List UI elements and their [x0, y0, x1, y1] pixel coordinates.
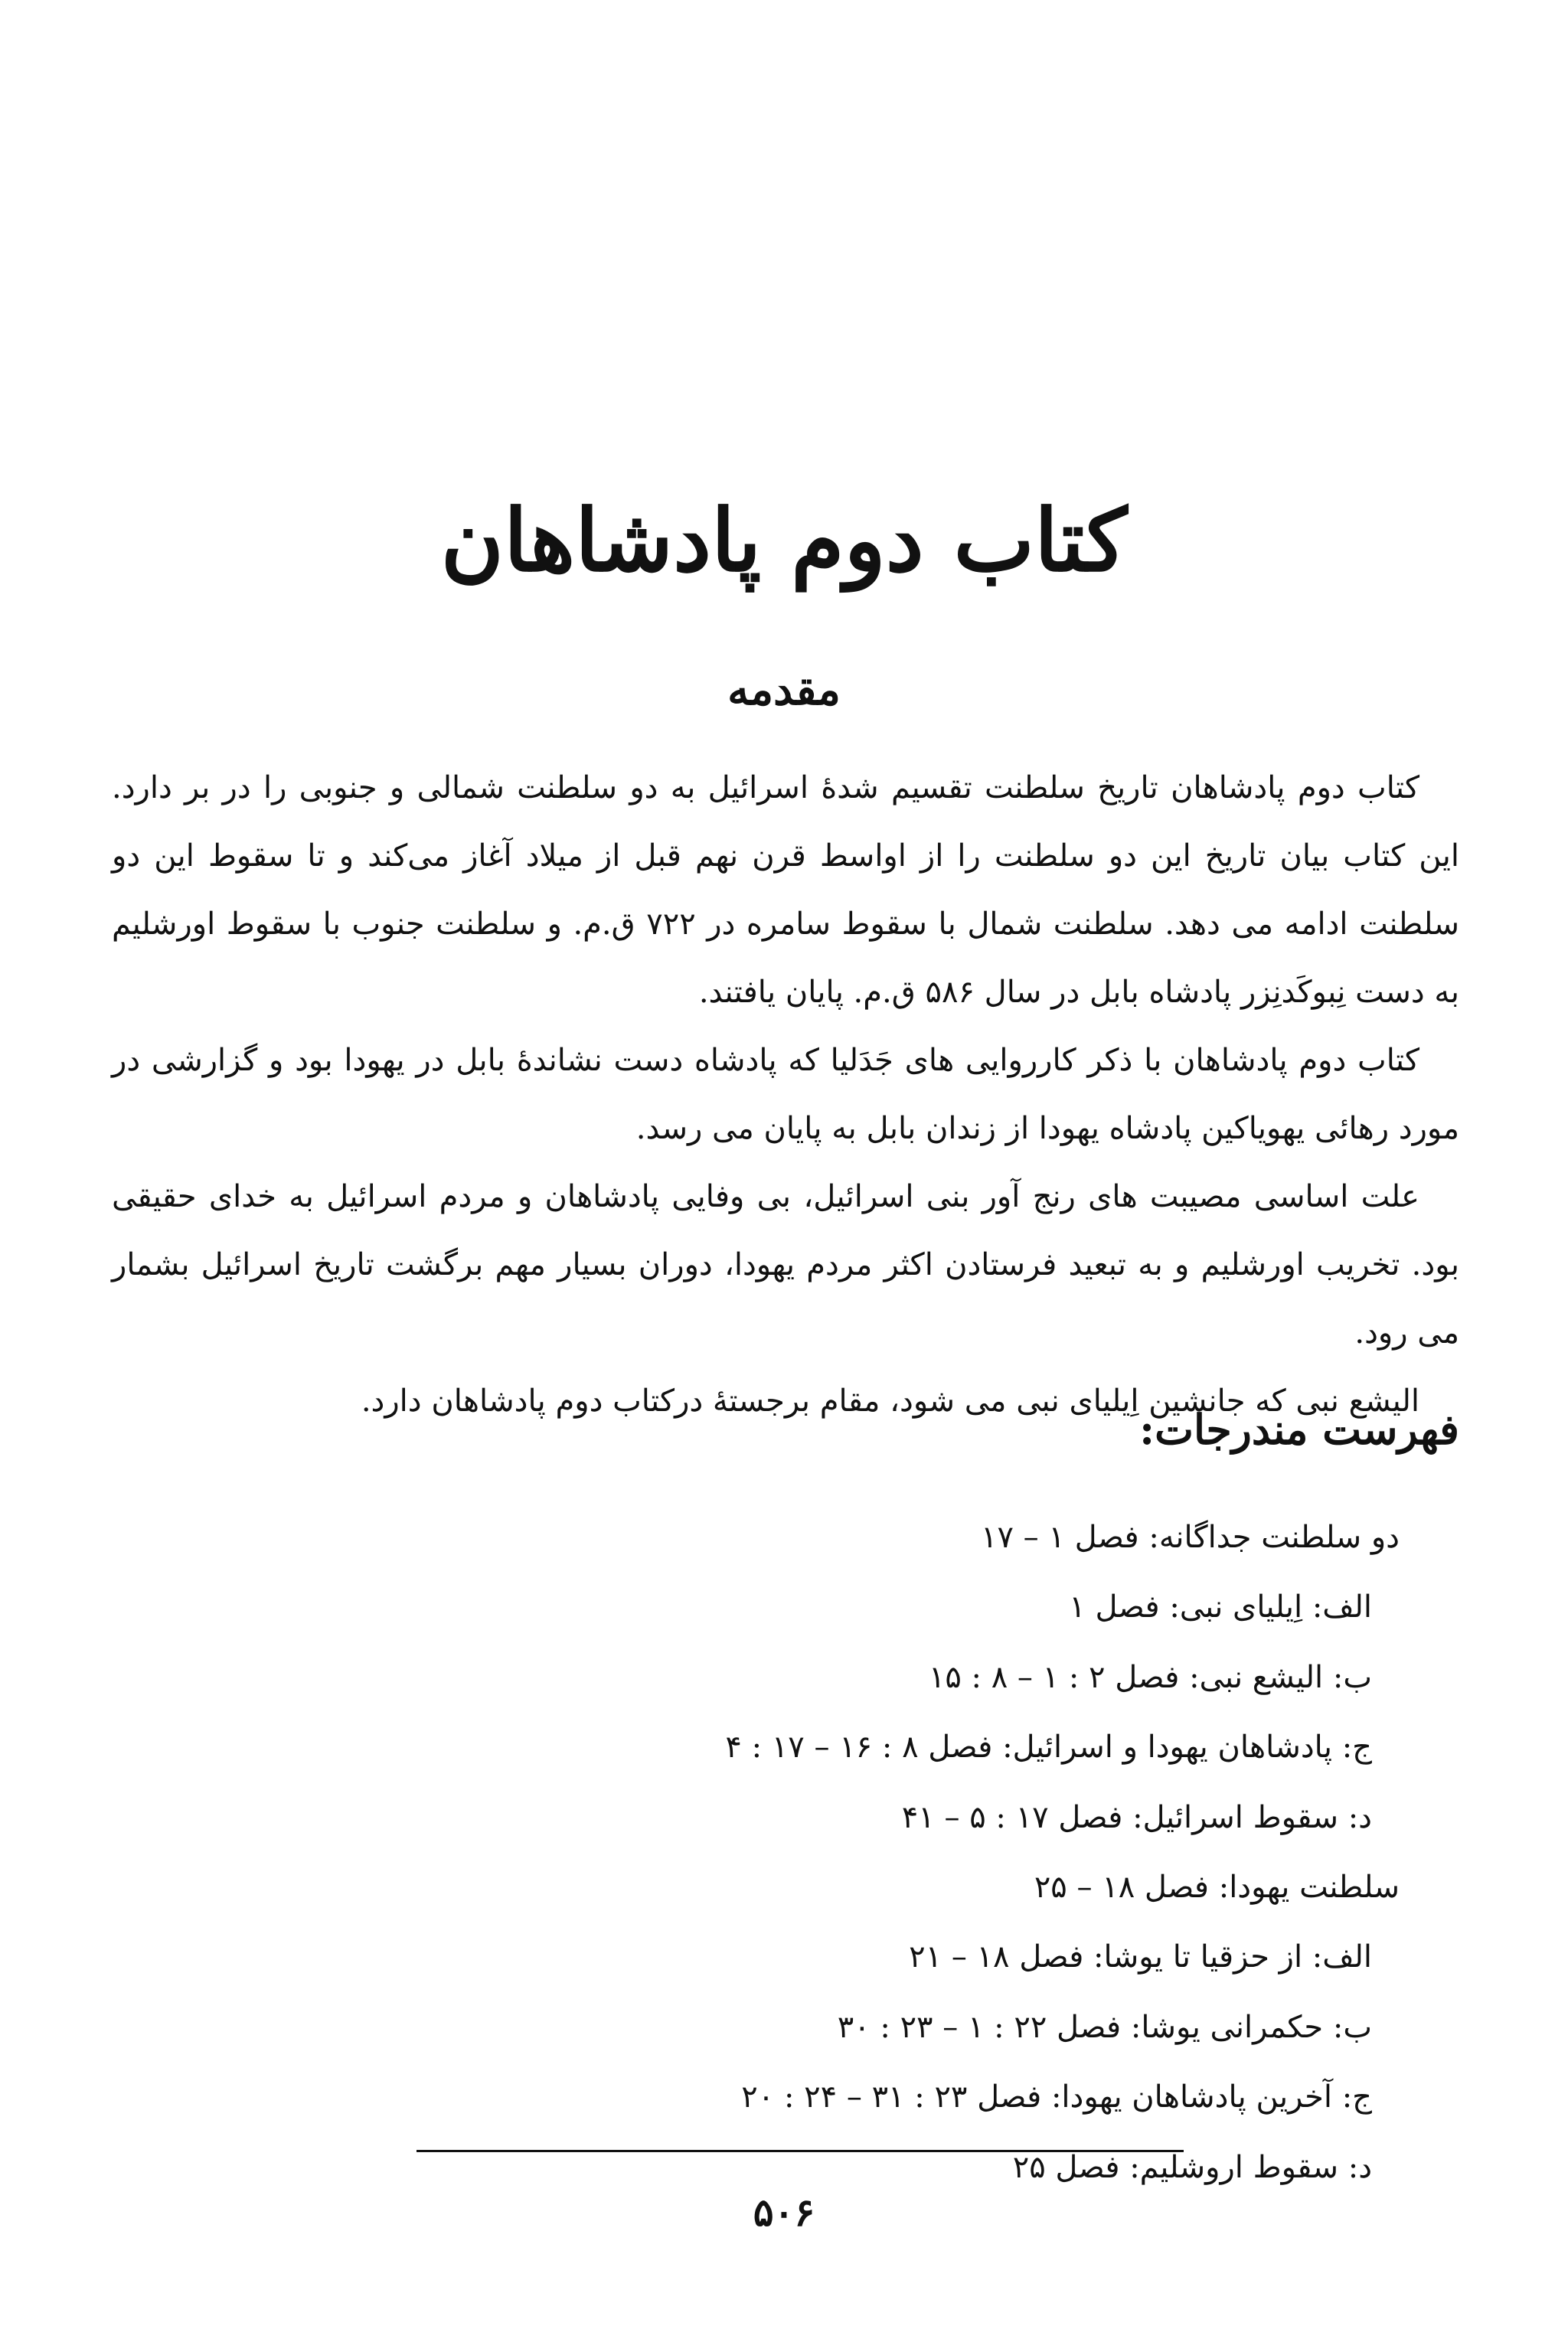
intro-paragraph: کتاب دوم پادشاهان با ذکر کارروایی های جَدَلیا که پادشاه دست نشاندۀ بابل در یهودا بود و گزارشی در مورد رهائی یهویاکین پادشاه یهودا از زندان بابل به پایان می رسد. — [112, 1043, 1459, 1146]
intro-paragraph: کتاب دوم پادشاهان تاریخ سلطنت تقسیم شدۀ اسرائیل به دو سلطنت شمالی و جنوبی را در بر دارد. این کتاب بیان تاریخ این دو سلطنت را از اواسط قرن نهم قبل از میلاد آغاز می‌کند و تا سقوط این دو سلطنت ادامه می دهد. سلطنت شمال با سقوط سامره در ۷۲۲ ق.م. و سلطنت جنوب با سقوط اورشلیم به دست نِبوکَدنِزر پادشاه بابل در سال ۵۸۶ ق.م. پایان یافتند. — [112, 770, 1459, 1010]
introduction-heading: مقدمه — [727, 665, 841, 715]
toc-subsection: ب: الیشع نبی: فصل ۲ : ۱ – ۸ : ۱۵ — [928, 1659, 1372, 1695]
toc-subsection: ب: حکمرانی یوشا: فصل ۲۲ : ۱ – ۲۳ : ۳۰ — [837, 2009, 1372, 2045]
toc-section: دو سلطنت جداگانه: فصل ۱ – ۱۷ — [980, 1520, 1400, 1555]
toc-subsection: ج: آخرین پادشاهان یهودا: فصل ۲۳ : ۳۱ – ۲۴ : ۲۰ — [741, 2079, 1372, 2115]
intro-paragraph: الیشع نبی که جانشین اِیلیای نبی می شود، مقام برجستۀ درکتاب دوم پادشاهان دارد. — [361, 1383, 1419, 1419]
toc-subsection: الف: اِیلیای نبی: فصل ۱ — [1069, 1589, 1372, 1625]
book-title: کتاب دوم پادشاهان — [440, 491, 1128, 591]
footer-divider — [416, 2150, 1184, 2152]
page-number: ۵۰۶ — [753, 2190, 815, 2235]
toc-subsection: ج: پادشاهان یهودا و اسرائیل: فصل ۸ : ۱۶ – ۱۷ : ۴ — [725, 1730, 1372, 1766]
toc-section: سلطنت یهودا: فصل ۱۸ – ۲۵ — [1034, 1870, 1400, 1906]
introduction-text — [112, 754, 1459, 1436]
toc-subsection: د: سقوط اروشلیم: فصل ۲۵ — [1012, 2149, 1372, 2185]
intro-paragraph: علت اساسی مصیبت های رنج آور بنی اسرائیل، بی وفایی پادشاهان و مردم اسرائیل به خدای حقیقی بود. تخریب اورشلیم و به تبعید فرستادن اکثر مردم یهودا، دوران بسیار مهم برگشت تاریخ اسرائیل بشمار می رود. — [112, 1179, 1459, 1351]
toc-subsection: الف: از حزقیا تا یوشا: فصل ۱۸ – ۲۱ — [909, 1939, 1372, 1975]
toc-subsection: د: سقوط اسرائیل: فصل ۱۷ : ۵ – ۴۱ — [901, 1799, 1372, 1835]
table-of-contents — [404, 1503, 1400, 2203]
table-of-contents-heading: فهرست مندرجات: — [1139, 1405, 1459, 1454]
